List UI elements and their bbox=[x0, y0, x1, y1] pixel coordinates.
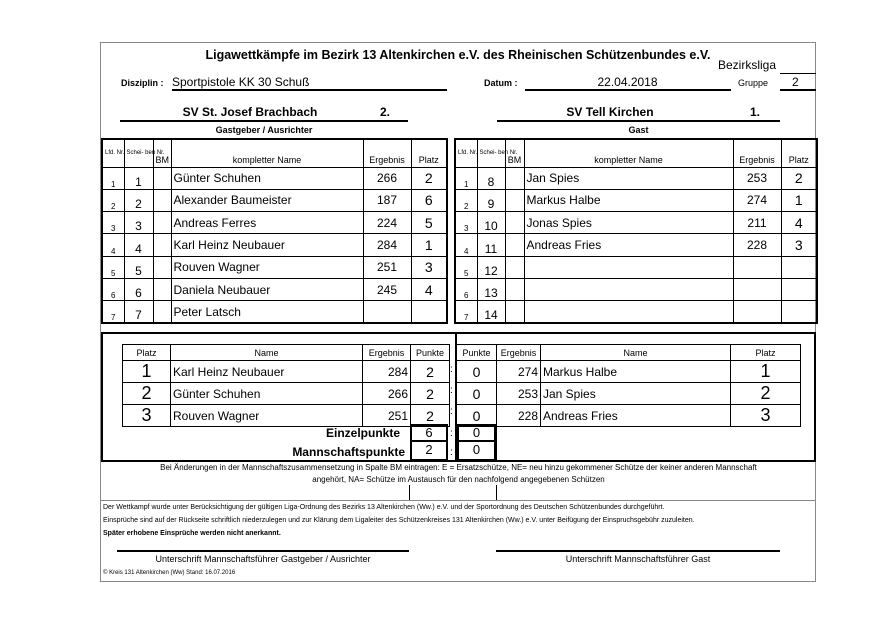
legal-line1: Der Wettkampf wurde unter Berücksichtigung der gültigen Liga-Ordnung des Bezirks 13 Altenkirchen (Ww.) e.V. und der Sportordnung des Deutschen Schützenbundes durchgeführt. bbox=[103, 504, 665, 511]
cell-ergebnis[interactable] bbox=[733, 278, 781, 300]
cell-bm[interactable] bbox=[505, 301, 524, 323]
cell-lfd-nr: 4 bbox=[102, 234, 124, 256]
cell-platz[interactable]: 4 bbox=[781, 212, 817, 234]
summary-punkte[interactable]: 0 bbox=[457, 383, 497, 405]
shooter-row bbox=[102, 212, 447, 234]
cell-name[interactable]: Jan Spies bbox=[524, 167, 733, 189]
cell-bm[interactable] bbox=[153, 234, 171, 256]
summary-name[interactable]: Markus Halbe bbox=[541, 361, 731, 383]
cell-platz[interactable]: 1 bbox=[411, 234, 447, 256]
cell-scheiben-nr[interactable]: 14 bbox=[477, 301, 505, 323]
cell-platz[interactable]: 6 bbox=[411, 189, 447, 211]
cell-scheiben-nr[interactable]: 1 bbox=[124, 167, 153, 189]
form-title: Ligawettkämpfe im Bezirk 13 Altenkirchen e.V. des Rheinischen Schützenbundes e.V. bbox=[205, 48, 711, 62]
summary-home-table bbox=[122, 344, 450, 427]
header-name: kompletter Name bbox=[171, 139, 363, 167]
cell-name[interactable]: Jonas Spies bbox=[524, 212, 733, 234]
cell-ergebnis[interactable]: 253 bbox=[733, 167, 781, 189]
home-team-name: SV St. Josef Brachbach bbox=[182, 105, 318, 119]
shooter-row bbox=[102, 278, 447, 300]
summary-punkte[interactable]: 2 bbox=[411, 361, 450, 383]
cell-name[interactable]: Andreas Ferres bbox=[171, 212, 363, 234]
cell-scheiben-nr[interactable]: 8 bbox=[477, 167, 505, 189]
summary-platz[interactable]: 3 bbox=[731, 405, 801, 427]
discipline-label: Disziplin : bbox=[121, 78, 164, 88]
cell-lfd-nr: 4 bbox=[455, 234, 477, 256]
header-bm: BM bbox=[153, 139, 171, 167]
shooter-row bbox=[455, 278, 817, 300]
cell-name[interactable]: Alexander Baumeister bbox=[171, 189, 363, 211]
summary-ergebnis[interactable]: 251 bbox=[363, 405, 411, 427]
summary-header-ergebnis: Ergebnis bbox=[497, 345, 541, 361]
guest-shooters-table bbox=[454, 138, 818, 324]
cell-scheiben-nr[interactable]: 3 bbox=[124, 212, 153, 234]
date-value[interactable]: 22.04.2018 bbox=[597, 75, 658, 89]
cell-bm[interactable] bbox=[153, 278, 171, 300]
summary-punkte[interactable]: 2 bbox=[411, 383, 450, 405]
cell-platz[interactable]: 1 bbox=[781, 189, 817, 211]
summary-header-name: Name bbox=[171, 345, 363, 361]
cell-ergebnis[interactable]: 187 bbox=[363, 189, 411, 211]
cell-lfd-nr: 3 bbox=[455, 212, 477, 234]
summary-platz[interactable]: 2 bbox=[123, 383, 171, 405]
header-platz: Platz bbox=[781, 139, 817, 167]
cell-scheiben-nr[interactable]: 5 bbox=[124, 256, 153, 278]
shooter-row bbox=[455, 189, 817, 211]
shooter-row bbox=[455, 234, 817, 256]
cell-ergebnis[interactable] bbox=[733, 256, 781, 278]
shooter-row bbox=[102, 301, 447, 323]
cell-scheiben-nr[interactable]: 6 bbox=[124, 278, 153, 300]
cell-name[interactable] bbox=[524, 278, 733, 300]
header-name: kompletter Name bbox=[524, 139, 733, 167]
cell-scheiben-nr[interactable]: 11 bbox=[477, 234, 505, 256]
summary-header-platz: Platz bbox=[123, 345, 171, 361]
cell-platz[interactable] bbox=[411, 301, 447, 323]
bm-note-line1: Bei Änderungen in der Mannschaftszusammensetzung in Spalte BM eintragen: E = Ersatzschütze, NE= neu hinzu gekommener Schütze der keiner anderen Mannschaft bbox=[160, 463, 757, 472]
cell-ergebnis[interactable]: 251 bbox=[363, 256, 411, 278]
cell-bm[interactable] bbox=[505, 212, 524, 234]
summary-header-platz: Platz bbox=[731, 345, 801, 361]
cell-bm[interactable] bbox=[505, 278, 524, 300]
signature-home[interactable]: Unterschrift Mannschaftsführer Gastgeber / Ausrichter bbox=[155, 554, 371, 564]
cell-lfd-nr: 5 bbox=[455, 256, 477, 278]
cell-ergebnis[interactable]: 224 bbox=[363, 212, 411, 234]
summary-ergebnis[interactable]: 284 bbox=[363, 361, 411, 383]
header-lfd: Lfd. Nr. bbox=[102, 139, 124, 167]
summary-ergebnis[interactable]: 253 bbox=[497, 383, 541, 405]
cell-bm[interactable] bbox=[505, 234, 524, 256]
summary-punkte[interactable]: 2 bbox=[411, 405, 450, 427]
summary-row bbox=[123, 361, 450, 383]
summary-platz[interactable]: 1 bbox=[123, 361, 171, 383]
date-label: Datum : bbox=[484, 78, 518, 88]
cell-name[interactable]: Karl Heinz Neubauer bbox=[171, 234, 363, 256]
shooter-row bbox=[455, 301, 817, 323]
footer-copyright: © Kreis 131 Altenkirchen (Ww) Stand: 16.07.2016 bbox=[103, 570, 236, 576]
cell-name[interactable]: Günter Schuhen bbox=[171, 167, 363, 189]
summary-name[interactable]: Günter Schuhen bbox=[171, 383, 363, 405]
guest-role: Gast bbox=[628, 125, 649, 135]
summary-platz[interactable]: 2 bbox=[731, 383, 801, 405]
guest-team-rank: 1. bbox=[750, 105, 761, 119]
cell-ergebnis[interactable] bbox=[733, 301, 781, 323]
header-bm: BM bbox=[505, 139, 524, 167]
cell-bm[interactable] bbox=[153, 167, 171, 189]
summary-row bbox=[457, 361, 801, 383]
summary-row bbox=[123, 405, 450, 427]
cell-lfd-nr: 6 bbox=[102, 278, 124, 300]
cell-scheiben-nr[interactable]: 7 bbox=[124, 301, 153, 323]
cell-name[interactable] bbox=[524, 301, 733, 323]
summary-platz[interactable]: 3 bbox=[123, 405, 171, 427]
summary-ergebnis[interactable]: 228 bbox=[497, 405, 541, 427]
cell-lfd-nr: 7 bbox=[102, 301, 124, 323]
cell-platz[interactable]: 3 bbox=[781, 234, 817, 256]
summary-platz[interactable]: 1 bbox=[731, 361, 801, 383]
cell-platz[interactable]: 4 bbox=[411, 278, 447, 300]
cell-scheiben-nr[interactable]: 10 bbox=[477, 212, 505, 234]
header-ergebnis: Ergebnis bbox=[733, 139, 781, 167]
cell-ergebnis[interactable] bbox=[363, 301, 411, 323]
cell-scheiben-nr[interactable]: 9 bbox=[477, 189, 505, 211]
cell-platz[interactable] bbox=[781, 301, 817, 323]
home-team-rank: 2. bbox=[380, 105, 391, 119]
points-separator: : bbox=[450, 385, 453, 396]
header-ergebnis: Ergebnis bbox=[363, 139, 411, 167]
shooter-row bbox=[455, 256, 817, 278]
summary-guest-table bbox=[456, 344, 801, 427]
cell-ergebnis[interactable]: 245 bbox=[363, 278, 411, 300]
mannschaftspunkte-guest[interactable]: 0 bbox=[457, 442, 496, 461]
header-scheiben: Schei- ben Nr. bbox=[124, 139, 153, 167]
cell-ergebnis[interactable]: 211 bbox=[733, 212, 781, 234]
summary-row bbox=[457, 383, 801, 405]
summary-name[interactable]: Karl Heinz Neubauer bbox=[171, 361, 363, 383]
guest-team-name: SV Tell Kirchen bbox=[566, 105, 654, 119]
group-value[interactable]: 2 bbox=[792, 75, 799, 89]
points-separator: : bbox=[450, 364, 453, 375]
mannschaftspunkte-home[interactable]: 2 bbox=[410, 442, 448, 461]
cell-lfd-nr: 1 bbox=[455, 167, 477, 189]
cell-lfd-nr: 5 bbox=[102, 256, 124, 278]
cell-scheiben-nr[interactable]: 4 bbox=[124, 234, 153, 256]
cell-name[interactable]: Rouven Wagner bbox=[171, 256, 363, 278]
cell-name[interactable]: Andreas Fries bbox=[524, 234, 733, 256]
cell-platz[interactable]: 5 bbox=[411, 212, 447, 234]
summary-header-ergebnis: Ergebnis bbox=[363, 345, 411, 361]
group-label: Gruppe bbox=[738, 78, 769, 88]
legal-line2: Einsprüche sind auf der Rückseite schriftlich niederzulegen und zur Klärung dem Ligaleiter des Schützenkreises 131 Altenkirchen (Ww.) e.V. unter Beifügung der Einspruchsgebühr zuzuleiten. bbox=[103, 517, 695, 524]
cell-bm[interactable] bbox=[153, 212, 171, 234]
cell-lfd-nr: 6 bbox=[455, 278, 477, 300]
shooter-row bbox=[455, 212, 817, 234]
shooter-row bbox=[455, 167, 817, 189]
header-lfd: Lfd. Nr. bbox=[455, 139, 477, 167]
header-platz: Platz bbox=[411, 139, 447, 167]
cell-platz[interactable] bbox=[781, 278, 817, 300]
summary-name[interactable]: Rouven Wagner bbox=[171, 405, 363, 427]
header-scheiben: Schei- ben Nr. bbox=[477, 139, 505, 167]
cell-platz[interactable] bbox=[781, 256, 817, 278]
home-role: Gastgeber / Ausrichter bbox=[215, 125, 313, 135]
summary-header-punkte: Punkte bbox=[411, 345, 450, 361]
cell-platz[interactable]: 2 bbox=[411, 167, 447, 189]
shooter-row bbox=[102, 189, 447, 211]
shooter-row bbox=[102, 234, 447, 256]
signature-guest[interactable]: Unterschrift Mannschaftsführer Gast bbox=[565, 554, 711, 564]
legal-line3: Später erhobene Einsprüche werden nicht anerkannt. bbox=[103, 530, 281, 537]
summary-punkte[interactable]: 0 bbox=[457, 405, 497, 427]
cell-bm[interactable] bbox=[505, 189, 524, 211]
mannschaftspunkte-label: Mannschaftspunkte bbox=[292, 445, 405, 459]
cell-bm[interactable] bbox=[153, 189, 171, 211]
einzelpunkte-home[interactable]: 6 bbox=[410, 424, 448, 442]
cell-lfd-nr: 7 bbox=[455, 301, 477, 323]
summary-name[interactable]: Jan Spies bbox=[541, 383, 731, 405]
cell-bm[interactable] bbox=[153, 256, 171, 278]
cell-name[interactable]: Daniela Neubauer bbox=[171, 278, 363, 300]
summary-punkte[interactable]: 0 bbox=[457, 361, 497, 383]
cell-platz[interactable]: 2 bbox=[781, 167, 817, 189]
cell-lfd-nr: 1 bbox=[102, 167, 124, 189]
cell-ergebnis[interactable]: 274 bbox=[733, 189, 781, 211]
cell-lfd-nr: 2 bbox=[102, 189, 124, 211]
cell-scheiben-nr[interactable]: 12 bbox=[477, 256, 505, 278]
shooter-row bbox=[102, 167, 447, 189]
cell-name[interactable]: Markus Halbe bbox=[524, 189, 733, 211]
cell-bm[interactable] bbox=[505, 167, 524, 189]
cell-bm[interactable] bbox=[505, 256, 524, 278]
cell-ergebnis[interactable]: 284 bbox=[363, 234, 411, 256]
discipline-value[interactable]: Sportpistole KK 30 Schuß bbox=[172, 75, 310, 89]
cell-bm[interactable] bbox=[153, 301, 171, 323]
einzelpunkte-label: Einzelpunkte bbox=[325, 426, 400, 440]
summary-header-name: Name bbox=[541, 345, 731, 361]
league-label: Bezirksliga bbox=[718, 58, 777, 72]
cell-platz[interactable]: 3 bbox=[411, 256, 447, 278]
summary-name[interactable]: Andreas Fries bbox=[541, 405, 731, 427]
mannschaft-sep: : bbox=[450, 447, 453, 458]
summary-ergebnis[interactable]: 274 bbox=[497, 361, 541, 383]
summary-ergebnis[interactable]: 266 bbox=[363, 383, 411, 405]
points-separator: : bbox=[450, 406, 453, 417]
cell-name[interactable]: Peter Latsch bbox=[171, 301, 363, 323]
home-shooters-table bbox=[101, 138, 448, 324]
cell-ergebnis[interactable]: 266 bbox=[363, 167, 411, 189]
cell-lfd-nr: 3 bbox=[102, 212, 124, 234]
shooter-row bbox=[102, 256, 447, 278]
cell-lfd-nr: 2 bbox=[455, 189, 477, 211]
summary-row bbox=[123, 383, 450, 405]
cell-name[interactable] bbox=[524, 256, 733, 278]
bm-note-line2: angehört, NA= Schütze im Austausch für den nachfolgend angegebenen Schützen bbox=[312, 475, 605, 484]
cell-ergebnis[interactable]: 228 bbox=[733, 234, 781, 256]
einzelpunkte-guest[interactable]: 0 bbox=[457, 424, 496, 442]
cell-scheiben-nr[interactable]: 13 bbox=[477, 278, 505, 300]
summary-row bbox=[457, 405, 801, 427]
cell-scheiben-nr[interactable]: 2 bbox=[124, 189, 153, 211]
einzel-sep: : bbox=[450, 428, 453, 439]
summary-header-punkte: Punkte bbox=[457, 345, 497, 361]
